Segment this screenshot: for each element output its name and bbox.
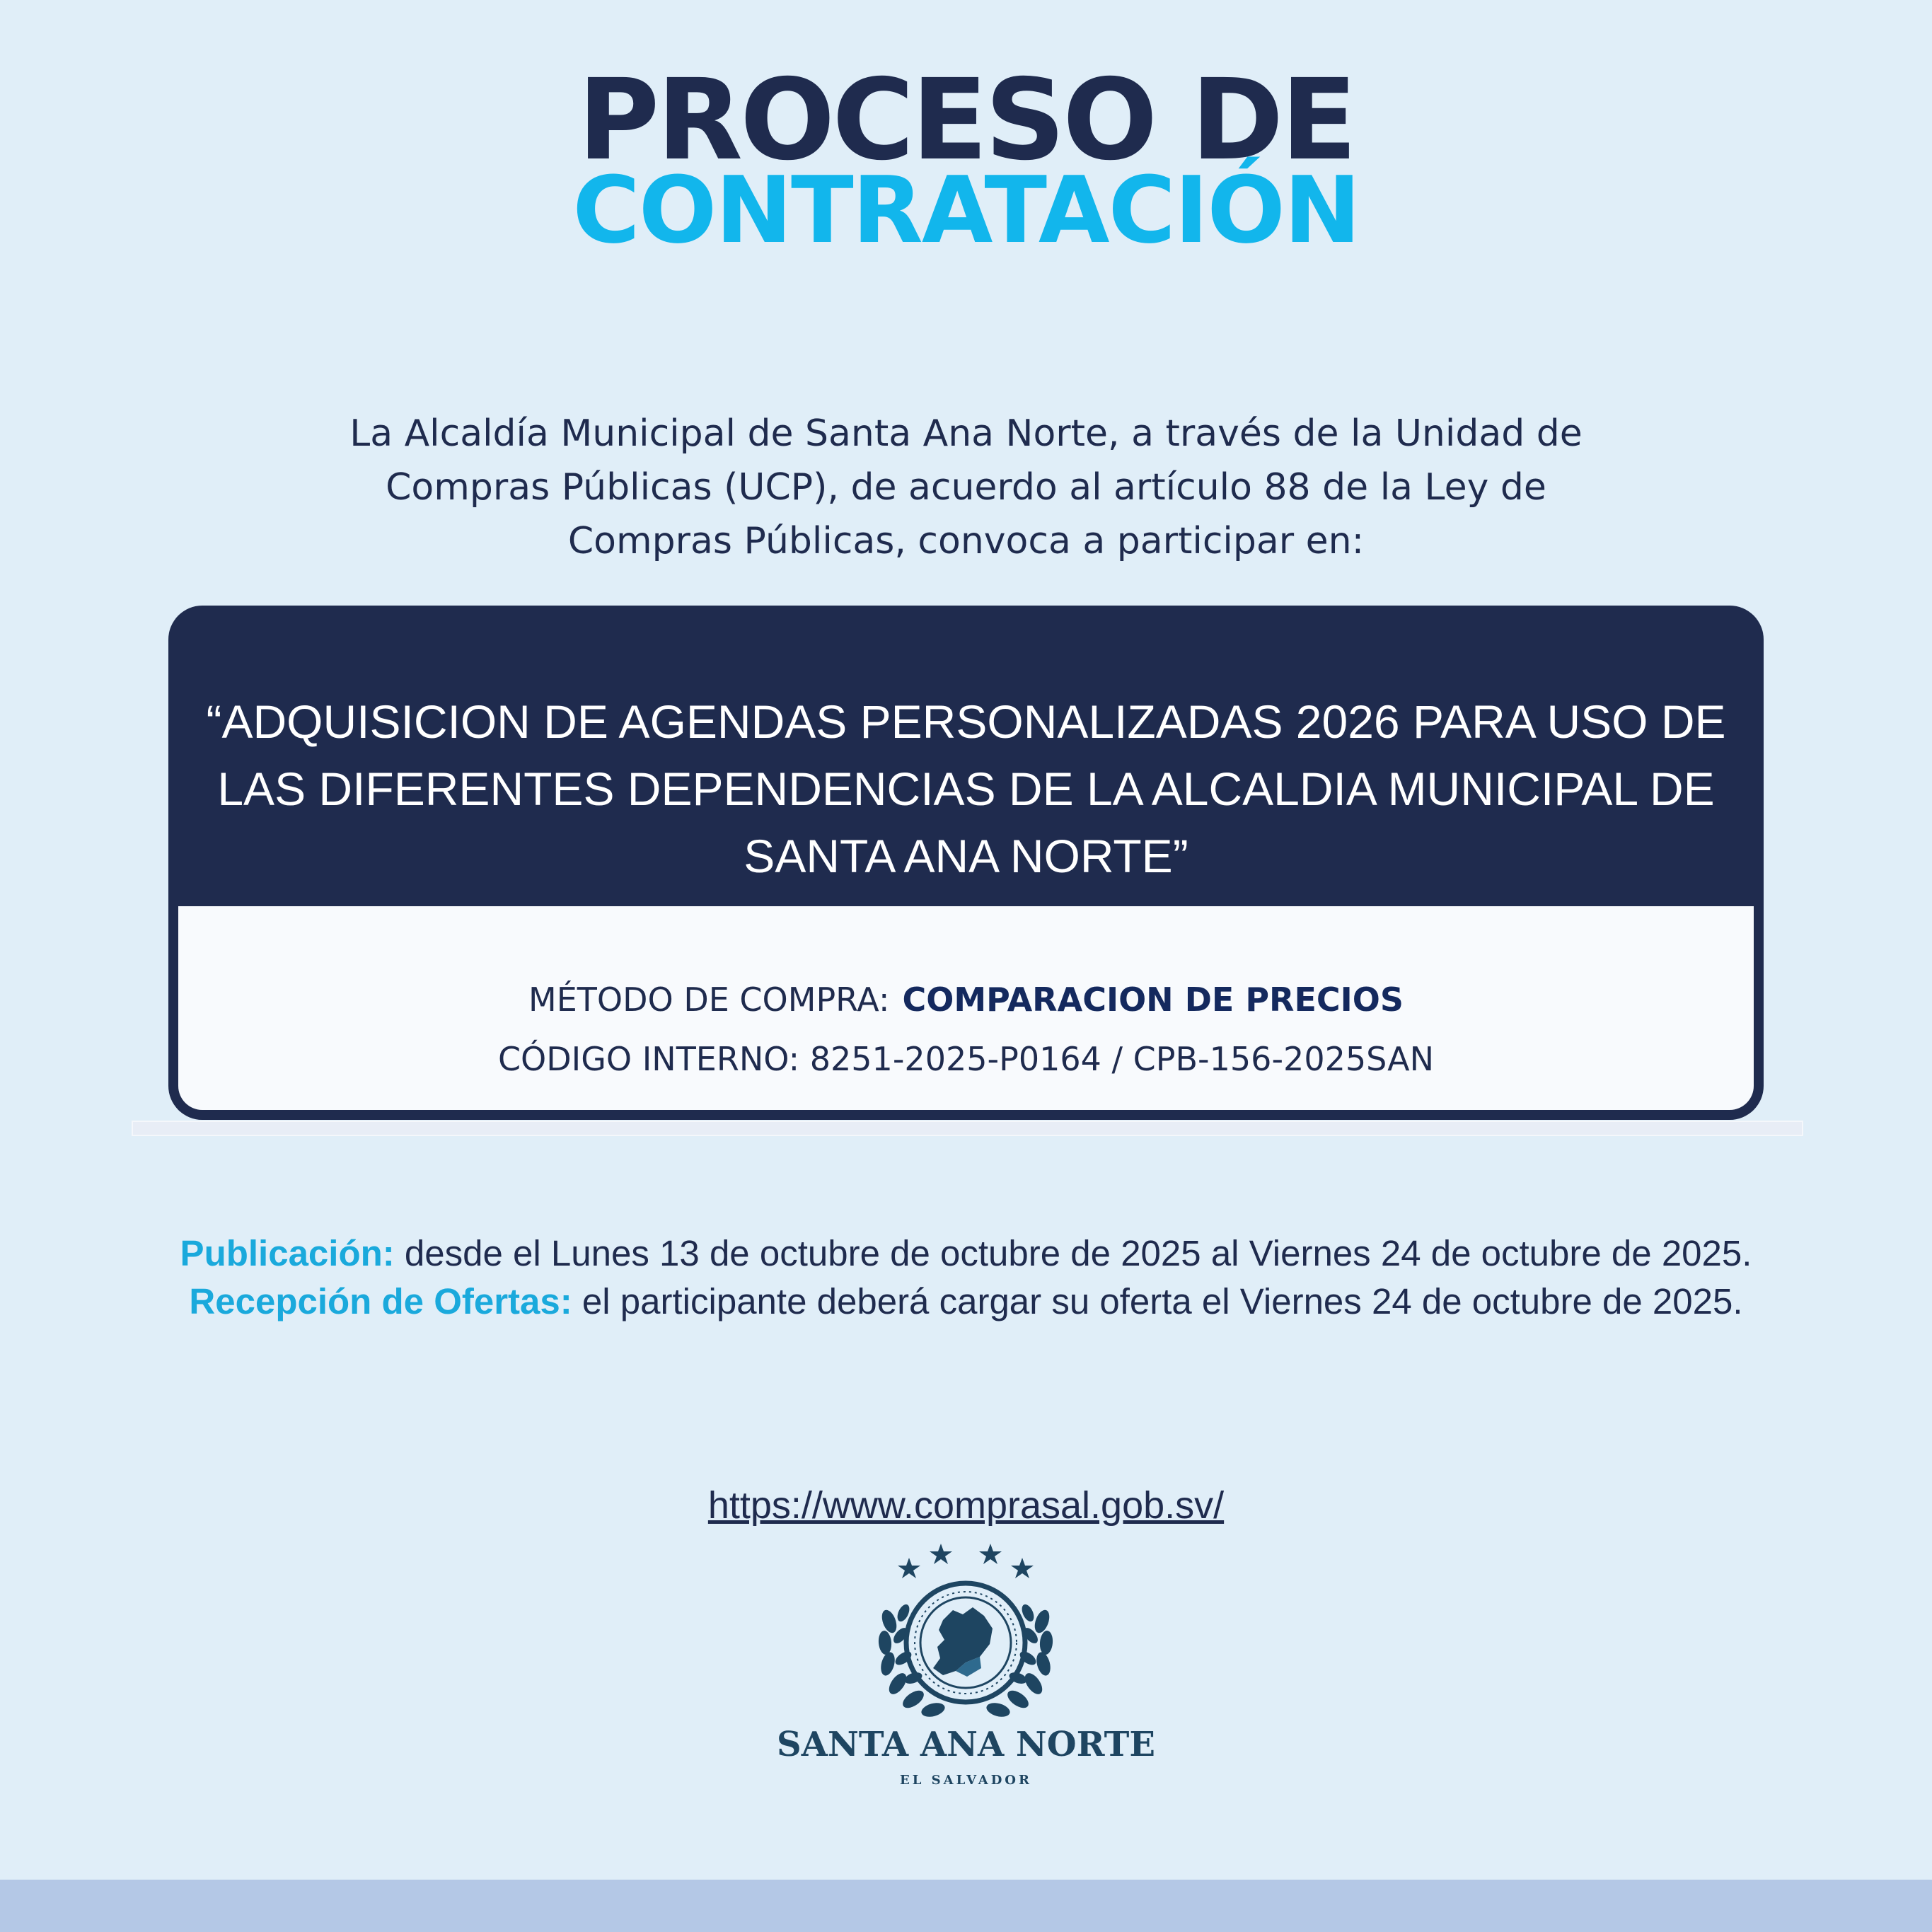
procurement-title-line-1: “ADQUISICION DE AGENDAS PERSONALIZADAS 2026 PARA USO DE xyxy=(206,695,1726,748)
procurement-title xyxy=(168,688,1764,890)
reception-line xyxy=(0,1278,1932,1326)
procurement-card xyxy=(168,606,1764,1120)
procurement-title-line-2: LAS DIFERENTES DEPENDENCIAS DE LA ALCALDIA MUNICIPAL DE xyxy=(217,763,1715,815)
dates-section xyxy=(0,1230,1932,1326)
publication-text: desde el Lunes 13 de octubre de octubre de 2025 al Viernes 24 de octubre de 2025. xyxy=(394,1233,1752,1273)
purchase-method xyxy=(178,978,1754,1021)
intro-line-2: Compras Públicas (UCP), de acuerdo al artículo 88 de la Ley de xyxy=(386,466,1546,509)
page-title-line-1: PROCESO DE xyxy=(577,55,1355,185)
card-underline-divider xyxy=(132,1121,1803,1136)
procurement-details-panel xyxy=(178,906,1754,1110)
intro-line-3: Compras Públicas, convoca a participar en: xyxy=(567,520,1365,562)
internal-code: CÓDIGO INTERNO: 8251-2025-P0164 / CPB-156-2025SAN xyxy=(497,1040,1435,1078)
publication-label: Publicación: xyxy=(180,1233,395,1273)
reception-label: Recepción de Ofertas: xyxy=(189,1281,572,1321)
purchase-method-value: COMPARACION DE PRECIOS xyxy=(902,981,1404,1019)
publication-line xyxy=(0,1230,1932,1278)
page-title-line-2: CONTRATACIÓN xyxy=(572,156,1360,264)
brand-country: EL SALVADOR xyxy=(900,1773,1032,1788)
comprasal-link[interactable]: https://www.comprasal.gob.sv/ xyxy=(707,1484,1225,1527)
footer-bar xyxy=(0,1880,1932,1932)
procurement-title-line-3: SANTA ANA NORTE” xyxy=(744,830,1188,882)
intro-paragraph xyxy=(212,407,1720,568)
reception-text: el participante deberá cargar su oferta el Viernes 24 de octubre de 2025. xyxy=(572,1281,1743,1321)
purchase-method-label: MÉTODO DE COMPRA: xyxy=(528,981,890,1019)
municipal-seal-icon xyxy=(860,1537,1072,1749)
intro-line-1: La Alcaldía Municipal de Santa Ana Norte, a través de la Unidad de xyxy=(349,412,1583,455)
brand-name: SANTA ANA NORTE xyxy=(777,1725,1155,1764)
